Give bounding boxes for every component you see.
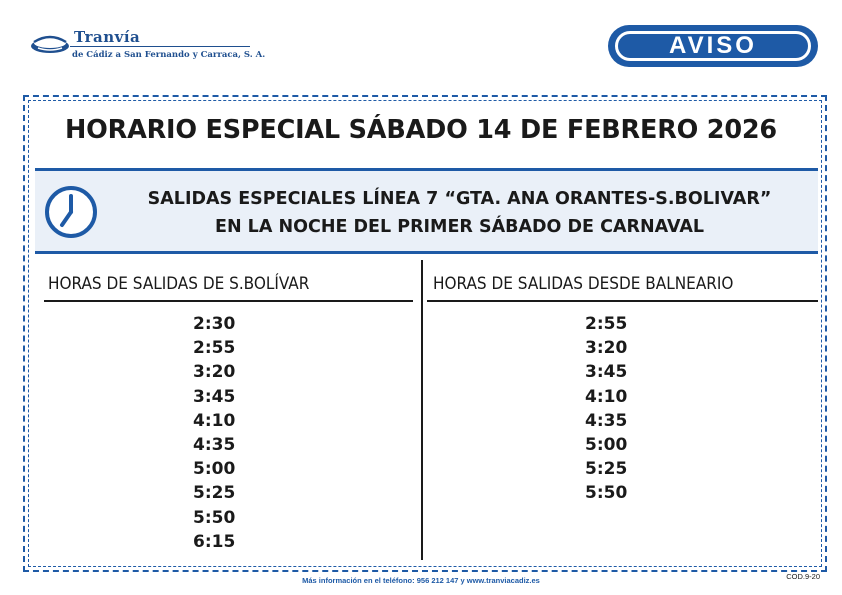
right-column-header: HORAS DE SALIDAS DESDE BALNEARIO	[433, 274, 734, 294]
departure-time: 3:45	[193, 386, 236, 407]
logo-divider	[70, 46, 250, 47]
logo-title: Tranvía	[74, 28, 141, 46]
right-column-rule	[427, 300, 818, 302]
departure-time: 3:20	[585, 338, 628, 359]
departure-time: 5:00	[193, 459, 236, 480]
info-banner	[35, 168, 818, 254]
left-times-list	[193, 312, 235, 554]
departure-time: 3:45	[585, 362, 628, 383]
departure-time: 5:50	[193, 507, 236, 528]
tram-logo-icon	[30, 32, 70, 54]
document-code: COD.9-20	[786, 572, 820, 581]
departure-time: 5:25	[193, 483, 236, 504]
footer-info: Más información en el teléfono: 956 212 147 y www.tranviacadiz.es	[302, 576, 540, 585]
notice-frame	[23, 95, 827, 572]
notice-badge-inner	[615, 31, 811, 61]
banner-text	[105, 185, 814, 241]
banner-line-2: EN LA NOCHE DEL PRIMER SÁBADO DE CARNAVAL	[214, 217, 705, 237]
left-column-header: HORAS DE SALIDAS DE S.BOLÍVAR	[48, 274, 310, 294]
departure-time: 4:10	[193, 410, 236, 431]
departure-time: 5:50	[585, 483, 628, 504]
clock-icon	[44, 185, 98, 239]
departure-time: 4:35	[585, 410, 628, 431]
notice-badge	[608, 25, 818, 67]
departure-time: 3:20	[193, 362, 236, 383]
departure-time: 2:30	[193, 314, 236, 334]
left-column-rule	[44, 300, 413, 302]
departure-time: 4:10	[585, 386, 628, 407]
departure-time: 2:55	[585, 314, 628, 334]
banner-line-1: SALIDAS ESPECIALES LÍNEA 7 “GTA. ANA ORANTES-S.BOLIVAR”	[147, 189, 772, 209]
column-divider	[421, 260, 423, 560]
right-times-list	[585, 312, 627, 506]
company-logo	[30, 26, 266, 66]
page-title: HORARIO ESPECIAL SÁBADO 14 DE FEBRERO 2026	[65, 115, 777, 145]
departure-time: 4:35	[193, 435, 236, 456]
notice-badge-label: AVISO	[669, 32, 757, 59]
departure-time: 6:15	[193, 531, 236, 552]
departure-time: 5:25	[585, 459, 628, 480]
logo-subtitle: de Cádiz a San Fernando y Carraca, S. A.	[72, 50, 266, 60]
departure-time: 2:55	[193, 338, 236, 359]
departure-time: 5:00	[585, 435, 628, 456]
